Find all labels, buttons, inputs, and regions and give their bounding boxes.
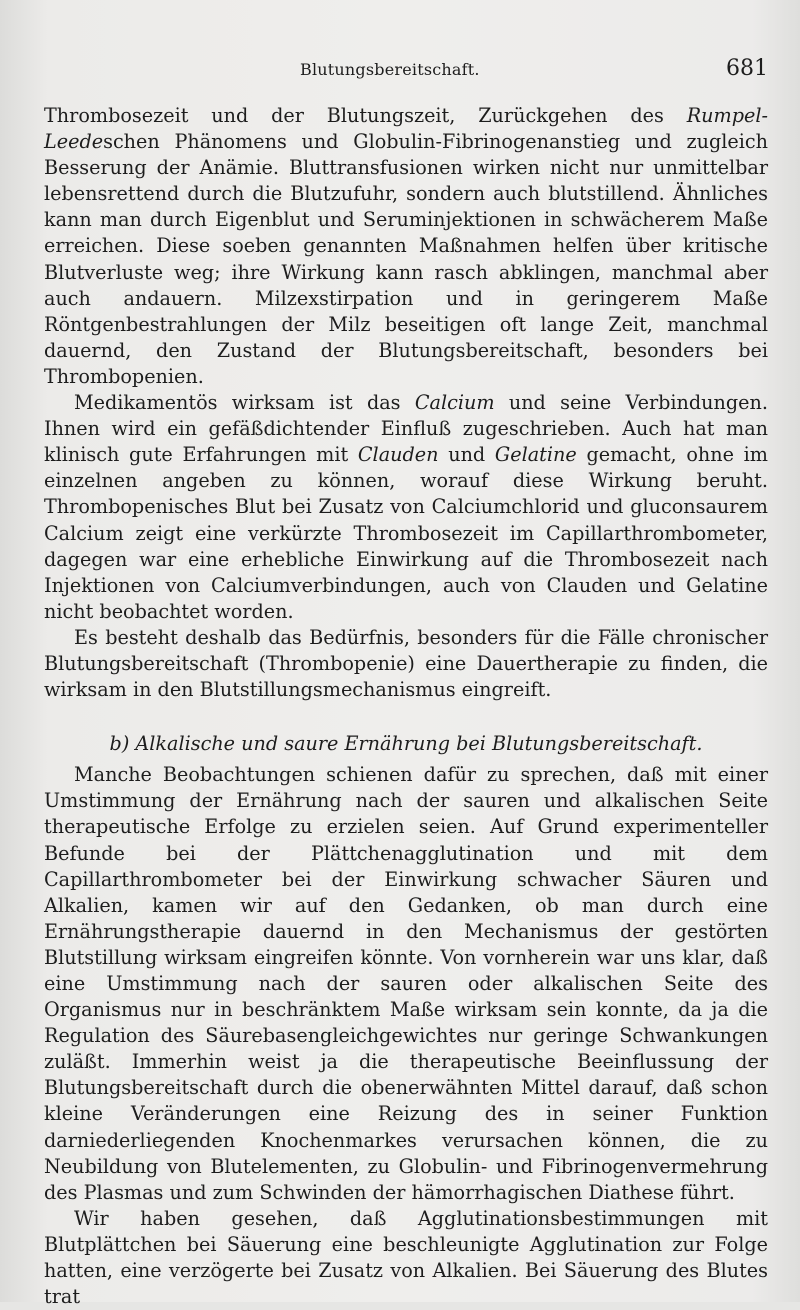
body-text [44, 103, 768, 1310]
paragraph-5: Wir haben gesehen, daß Agglutinationsbestimmungen mit Blutplättchen bei Säuerung eine beschleunigte Agglutination zur Folge hatten, eine verzögerte bei Zusatz von Alkalien. Bei Säuerung des Blutes trat [44, 1206, 768, 1309]
paragraph-2-italic-gelatine: Gelatine [494, 443, 577, 467]
section-heading: b) Alkalische und saure Ernährung bei Blutungsbereitschaft. [109, 732, 703, 756]
page-header [0, 52, 800, 86]
paragraph-1-italic-name: Rumpel-Leede [44, 104, 768, 154]
paragraph-4: Manche Beobachtungen schienen dafür zu sprechen, daß mit einer Umstimmung der Ernährung nach der sauren und alkalischen Seite therapeutische Erfolge zu erzielen seien. Auf Grund experimenteller Befunde bei der Plättchenagglutination und mit dem Capillarthrombometer bei der Einwirkung schwacher Säuren und Alkalien, kamen wir auf den Gedanken, ob man durch eine Ernährungstherapie dauernd in den Mechanismus der gestörten Blutstillung wirksam eingreifen könnte. Von vornherein war uns klar, daß eine Umstimmung nach der sauren oder alkalischen Seite des Organismus nur in beschränktem Maße wirksam sein konnte, da ja die Regulation des Säurebasengleichgewichtes nur geringe Schwankungen zuläßt. Immerhin weist ja die therapeutische Beeinflussung der Blutungsbereitschaft durch die obenerwähnten Mittel darauf, daß schon kleine Veränderungen eine Reizung des in seiner Funktion darniederliegenden Knochenmarkes verursachen können, die zu Neubildung von Blutelementen, zu Globulin- und Fibrinogenvermehrung des Plasmas und zum Schwinden der hämorrhagischen Diathese führt. [44, 763, 768, 1204]
running-title: Blutungsbereitschaft. [300, 60, 480, 79]
paragraph-1 [44, 103, 768, 390]
paragraph-2-text-g: gemacht, ohne im einzelnen angeben zu können, worauf diese Wirkung beruht. Thrombopenisches Blut bei Zusatz von Calciumchlorid und gluconsaurem Calcium zeigt eine verkürzte Thrombosezeit im Capillarthrombometer, dagegen war eine erhebliche Einwirkung auf die Thrombosezeit nach Injektionen von Calciumverbindungen, auch von Clauden und Gelatine nicht beobachtet worden. [44, 443, 769, 623]
page-number: 681 [726, 56, 768, 81]
paragraph-1-text-a: Thrombosezeit und der Blutungszeit, Zurückgehen des [44, 104, 687, 127]
paragraph-3: Es besteht deshalb das Bedürfnis, besonders für die Fälle chronischer Blutungsbereitschaft (Thrombopenie) eine Dauertherapie zu finden, die wirksam in den Blutstillungsmechanismus eingreift. [44, 625, 768, 702]
paragraph-1-text-c: schen Phänomens und Globulin-Fibrinogenanstieg und zugleich Besserung der Anämie. Bluttransfusionen wirken nicht nur unmittelbar lebensrettend durch die Blutzufuhr, sondern auch blutstillend. Ähnliches kann man durch Eigenblut und Seruminjektionen in schwächerem Maße erreichen. Diese soeben genannten Maßnahmen helfen über kritische Blutverluste weg; ihre Wirkung kann rasch abklingen, manchmal aber auch andauern. Milzexstirpation und in geringerem Maße Röntgenbestrahlungen der Milz beseitigen oft lange Zeit, manchmal dauernd, den Zustand der Blutungsbereitschaft, besonders bei Thrombopenien. [44, 130, 768, 388]
paragraph-2-italic-calcium: Calcium [414, 391, 495, 415]
paragraph-2-text-a: Medikamentös wirksam ist das [74, 391, 415, 415]
paragraph-2 [44, 390, 768, 625]
paragraph-2-text-e: und [438, 443, 495, 467]
paragraph-2-italic-clauden: Clauden [357, 443, 439, 467]
paragraph-2-text-c: und seine Verbindungen. Ihnen wird ein gefäßdichtender Einfluß zugeschrieben. Auch hat man klinisch gute Erfahrungen mit [44, 391, 768, 467]
